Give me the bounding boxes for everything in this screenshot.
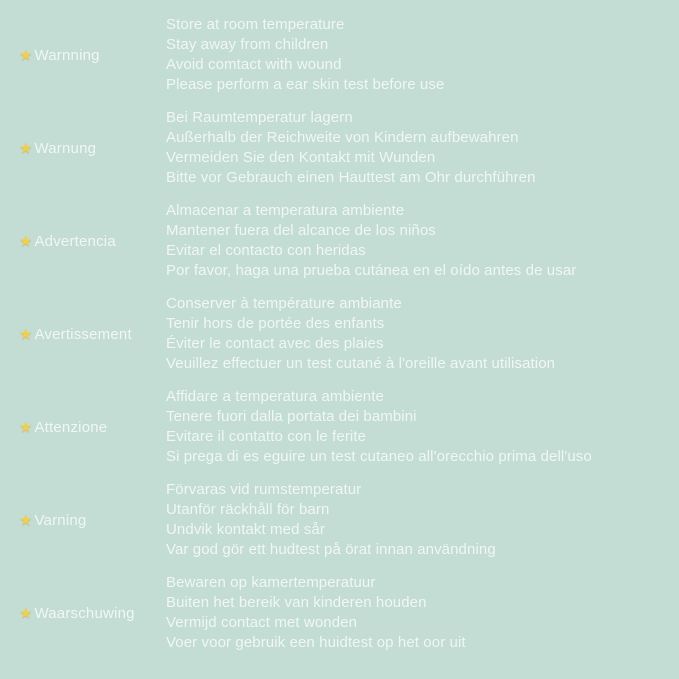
warning-sections — [0, 15, 679, 653]
language-label-column — [0, 573, 166, 653]
warning-line: Utanför räckhåll för barn — [166, 501, 330, 518]
warning-line: Affidare a temperatura ambiente — [166, 388, 384, 405]
language-section — [0, 294, 679, 374]
warning-line: Bitte vor Gebrauch einen Hauttest am Ohr durchführen — [166, 169, 536, 186]
language-label: Waarschuwing — [34, 604, 135, 622]
warning-line: Var god gör ett hudtest på örat innan användning — [166, 541, 496, 558]
warning-line: Veuillez effectuer un test cutané à l'oreille avant utilisation — [166, 355, 556, 372]
warning-line: Store at room temperature — [166, 16, 345, 33]
language-label: Warnung — [34, 139, 97, 157]
warning-line: Mantener fuera del alcance de los niños — [166, 222, 436, 239]
language-section — [0, 15, 679, 95]
language-section — [0, 480, 679, 560]
warning-line: Außerhalb der Reichweite von Kindern aufbewahren — [166, 129, 519, 146]
warning-line: Voer voor gebruik een huidtest op het oor uit — [166, 634, 466, 651]
language-label: Varning — [34, 511, 87, 529]
warning-line: Evitar el contacto con heridas — [166, 242, 366, 259]
warning-lines-column — [166, 480, 679, 560]
warning-line: Avoid comtact with wound — [166, 56, 342, 73]
language-label-column — [0, 294, 166, 374]
star-icon: ★ — [19, 232, 33, 250]
language-label: Avertissement — [34, 325, 132, 343]
language-label-column — [0, 108, 166, 188]
language-section — [0, 108, 679, 188]
warning-line: Evitare il contatto con le ferite — [166, 428, 367, 445]
star-icon: ★ — [19, 604, 33, 622]
language-label: Advertencia — [34, 232, 116, 250]
warning-lines-column — [166, 573, 679, 653]
warning-line: Almacenar a temperatura ambiente — [166, 202, 405, 219]
language-label: Attenzione — [34, 418, 108, 436]
warning-line: Si prega di es eguire un test cutaneo all'orecchio prima dell'uso — [166, 448, 592, 465]
warning-line: Stay away from children — [166, 36, 329, 53]
language-label-column — [0, 15, 166, 95]
warning-line: Vermeiden Sie den Kontakt mit Wunden — [166, 149, 436, 166]
language-section — [0, 201, 679, 281]
warning-line: Por favor, haga una prueba cutánea en el oído antes de usar — [166, 262, 577, 279]
language-section — [0, 387, 679, 467]
star-icon: ★ — [19, 46, 33, 64]
warning-lines-column — [166, 387, 679, 467]
star-icon: ★ — [19, 511, 33, 529]
language-label-column — [0, 387, 166, 467]
language-label-column — [0, 201, 166, 281]
star-icon: ★ — [19, 325, 33, 343]
warning-lines-column — [166, 294, 679, 374]
warning-line: Bei Raumtemperatur lagern — [166, 109, 353, 126]
warning-line: Please perform a ear skin test before use — [166, 76, 445, 93]
warning-line: Förvaras vid rumstemperatur — [166, 481, 362, 498]
warning-line: Conserver à température ambiante — [166, 295, 402, 312]
warning-lines-column — [166, 201, 679, 281]
language-label: Warnning — [34, 46, 100, 64]
warning-line: Tenir hors de portée des enfants — [166, 315, 385, 332]
warning-line: Bewaren op kamertemperatuur — [166, 574, 376, 591]
warning-line: Vermijd contact met wonden — [166, 614, 358, 631]
warning-lines-column — [166, 108, 679, 188]
warning-line: Tenere fuori dalla portata dei bambini — [166, 408, 417, 425]
star-icon: ★ — [19, 139, 33, 157]
language-label-column — [0, 480, 166, 560]
warning-line: Undvik kontakt med sår — [166, 521, 325, 538]
warning-lines-column — [166, 15, 679, 95]
star-icon: ★ — [19, 418, 33, 436]
warning-line: Éviter le contact avec des plaies — [166, 335, 384, 352]
warning-line: Buiten het bereik van kinderen houden — [166, 594, 427, 611]
language-section — [0, 573, 679, 653]
